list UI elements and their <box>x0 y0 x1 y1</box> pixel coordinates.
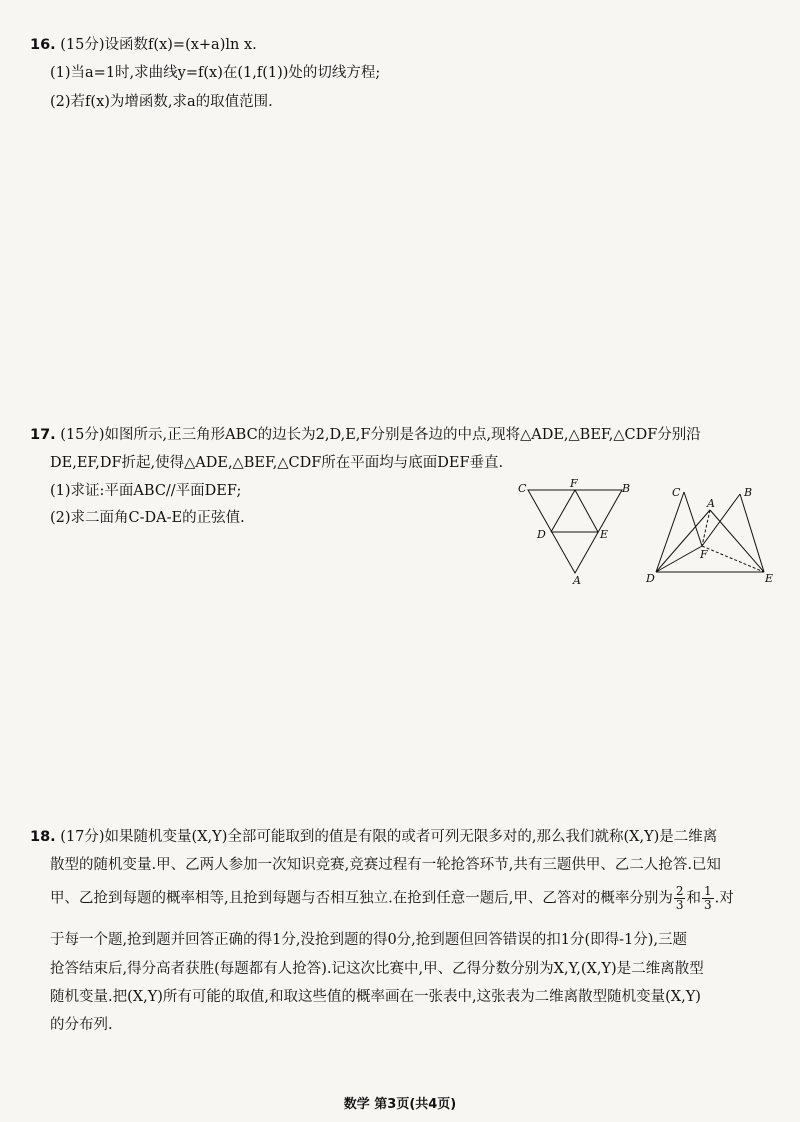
q18-line3-and: 和 <box>686 890 701 907</box>
q17-stem-line2: DE,EF,DF折起,使得△ADE,△BEF,△CDF所在平面均与底面DEF垂直. <box>50 455 504 471</box>
q17-part2: (2)求二面角C-DA-E的正弦值. <box>50 510 245 526</box>
q17-part1: (1)求证:平面ABC//平面DEF; <box>50 483 242 499</box>
q18-line3-text: 甲、乙抢到每题的概率相等,且抢到每题与否相互独立.在抢到任意一题后,甲、乙答对的概率分别为 <box>50 890 673 907</box>
q17-number: 17. <box>30 427 56 443</box>
fig1-label-e: E <box>600 528 609 541</box>
q18-stem-line2: 散型的随机变量.甲、乙两人参加一次知识竞赛,竞赛过程有一轮抢答环节,共有三题供甲、乙二人抢答.已知 <box>50 857 721 873</box>
q16-number: 16. <box>30 37 56 53</box>
fig2-label-d: D <box>646 572 655 585</box>
q16-stem: (15分)设函数f(x)=(x+a)ln x. <box>60 37 257 53</box>
fraction-one-third <box>702 885 714 912</box>
fig2-label-f: F <box>700 548 708 561</box>
q16-part2: (2)若f(x)为增函数,求a的取值范围. <box>50 94 273 110</box>
q18-number: 18. <box>30 829 56 845</box>
fig1-label-a: A <box>573 574 581 587</box>
fig2-label-c: C <box>672 486 681 499</box>
q16-part1: (1)当a=1时,求曲线y=f(x)在(1,f(1))处的切线方程; <box>50 65 381 81</box>
fig1-label-f: F <box>570 478 578 490</box>
frac2-denominator: 3 <box>703 898 712 912</box>
q18-stem-line6: 随机变量.把(X,Y)所有可能的取值,和取这些值的概率画在一张表中,这张表为二维离散型随机变量(X,Y) <box>50 989 701 1005</box>
q18-stem-line1: (17分)如果随机变量(X,Y)全部可能取到的值是有限的或者可列无限多对的,那么我们就称(X,Y)是二维离 <box>60 829 718 845</box>
q18-stem-line3 <box>50 885 734 912</box>
fig1-label-d: D <box>537 528 546 541</box>
fraction-two-thirds <box>674 885 686 912</box>
q17-head <box>30 425 701 445</box>
fig2-label-e: E <box>765 572 774 585</box>
figure-flat-triangle <box>510 478 630 588</box>
frac1-denominator: 3 <box>675 898 684 912</box>
frac1-numerator: 2 <box>675 884 684 898</box>
q18-stem-line5: 抢答结束后,得分高者获胜(每题都有人抢答).记这次比赛中,甲、乙得分数分别为X,Y,(X,Y)是二维离散型 <box>50 961 704 977</box>
fig1-label-b: B <box>622 482 630 495</box>
frac2-numerator: 1 <box>703 884 712 898</box>
fig2-label-a: A <box>707 497 715 510</box>
fig2-label-b: B <box>744 486 753 499</box>
page-footer: 数学 第3页(共4页) <box>343 1097 457 1112</box>
q18-line3-end: .对 <box>714 890 734 907</box>
figure-folded-solid <box>640 482 780 590</box>
q16-head <box>30 35 257 55</box>
fig1-label-c: C <box>518 482 527 495</box>
q17-stem-line1: (15分)如图所示,正三角形ABC的边长为2,D,E,F分别是各边的中点,现将△ADE,△BEF,△CDF分别沿 <box>60 427 701 443</box>
q18-stem-line4: 于每一个题,抢到题并回答正确的得1分,没抢到题的得0分,抢到题但回答错误的扣1分(即得-1分),三题 <box>50 932 688 948</box>
q18-head <box>30 827 717 847</box>
q18-stem-line7: 的分布列. <box>50 1017 113 1033</box>
